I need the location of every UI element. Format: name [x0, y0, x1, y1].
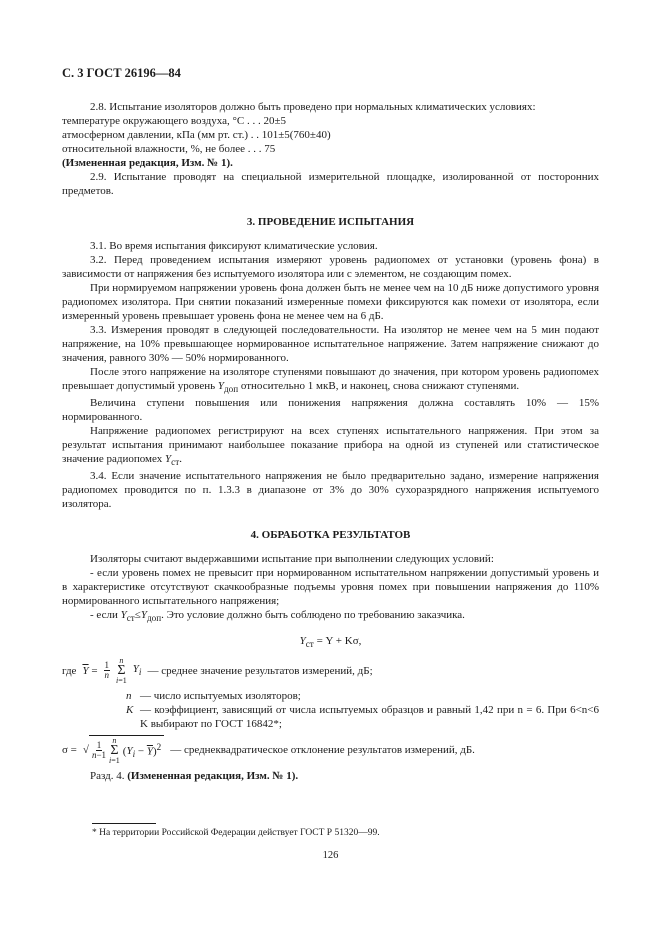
- condition-1: - если уровень помех не превысит при нормированном испытательном напряжении допустимый уровень и в характеристике отсутствуют скачкообразные подъемы уровня помех при повышении напряжения до 110% нормированного испытательного напряжения;: [62, 567, 599, 608]
- page-content: [62, 100, 599, 783]
- section-4-title: 4. ОБРАБОТКА РЕЗУЛЬТАТОВ: [250, 529, 411, 542]
- para-3-2: 3.2. Перед проведением испытания измеряют уровень радиопомех от установки (уровень фона) в зависимости от напряжения без испытуемого изолятора или с элементом, не создающим помех.: [62, 254, 599, 280]
- condition-2: - если $Y_{ст}\le Y_{доп}$. Это условие должно быть соблюдено по требованию заказчика.: [90, 609, 465, 624]
- sigma-definition: σ = √ $\frac{1}{n-1}$ n Σ i=1 $(Y_i - \overline{Y})^2$ — среднеквадратическое отклонение результатов измерений, дБ.: [62, 735, 475, 765]
- symbol-definitions: [62, 689, 599, 731]
- para-4-intro: Изоляторы считают выдержавшими испытание при выполнении следующих условий:: [90, 553, 494, 566]
- section-3-title: 3. ПРОВЕДЕНИЕ ИСПЫТАНИЯ: [246, 216, 415, 228]
- para-3-3: 3.3. Измерения проводят в следующей последовательности. На изолятор не менее чем на 5 мин подают напряжение, на 10% превышающее нормированное испытательное напряжение. Затем напряжение снижают до значения, равного 30% — 50% нормированного.: [62, 324, 599, 364]
- cond-humidity: относительной влажности, %, не более . . . 75: [62, 143, 276, 155]
- formula-y-st: $Y_{ст} = Y + K\sigma$,: [299, 634, 362, 649]
- para-3-3b: После этого напряжение на изоляторе ступенями повышают до значения, при котором уровень радиопомех превышает допустимый уровень $Y_{доп}$ относительно 1 мкВ, и наконец, снова снижают ступенями.: [62, 366, 599, 395]
- para-3-3d: Напряжение радиопомех регистрируют на всех ступенях испытательного напряжения. При этом за результат испытания принимают наибольшее показание прибора на одной из ступеней или статистическое значение радиопомех $Y_{ст}$.: [62, 425, 599, 468]
- def-k: K — коэффициент, зависящий от числа испытуемых образцов и равный 1,42 при n = 6. При 6<n<6 K выбирают по ГОСТ 16842*;: [126, 703, 599, 730]
- footnote-rule: [92, 823, 156, 824]
- cond-pressure: атмосферном давлении, кПа (мм рт. ст.) . . 101±5(760±40): [62, 129, 331, 141]
- para-2-8: 2.8. Испытание изоляторов должно быть проведено при нормальных климатических условиях:: [90, 101, 536, 113]
- mean-definition: где $\overline{Y}$ = $\frac{1}{n}$ n Σ i=1 $Y_i$ — среднее значение результатов измерений, дБ;: [62, 655, 373, 685]
- def-n: n — число испытуемых изоляторов;: [126, 689, 301, 702]
- para-3-2b: При нормируемом напряжении уровень фона должен быть не менее чем на 10 дБ ниже допустимого уровня радиопомех изолятора. При снятии показаний измеренные помехи фиксируются как помехи от изолятора, если измеренный уровень превышает уровень фона не менее чем на 6 дБ.: [62, 282, 599, 322]
- para-2-9: 2.9. Испытание проводят на специальной измерительной площадке, изолированной от посторонних предметов.: [62, 171, 599, 197]
- cond-temperature: температуре окружающего воздуха, °С . . . 20±5: [62, 115, 287, 127]
- footnote: * На территории Российской Федерации действует ГОСТ Р 51320—99.: [92, 828, 380, 838]
- para-3-3c: Величина ступени повышения или понижения напряжения должна составлять 10% — 15% нормированного.: [62, 397, 599, 424]
- edit-note-2: Разд. 4. (Измененная редакция, Изм. № 1).: [90, 769, 299, 782]
- para-3-4: 3.4. Если значение испытательного напряжения не было предварительно задано, измерение напряжения радиопомех проводится по п. 1.3.3 в диапазоне от 3% до 30% сухоразрядного напряжения испытуемого изолятора.: [62, 470, 599, 511]
- page-number: 126: [322, 850, 339, 861]
- para-3-1: 3.1. Во время испытания фиксируют климатические условия.: [90, 240, 378, 252]
- edit-note-1: (Измененная редакция, Изм. № 1).: [62, 157, 233, 169]
- page-header: С. 3 ГОСТ 26196—84: [62, 66, 181, 80]
